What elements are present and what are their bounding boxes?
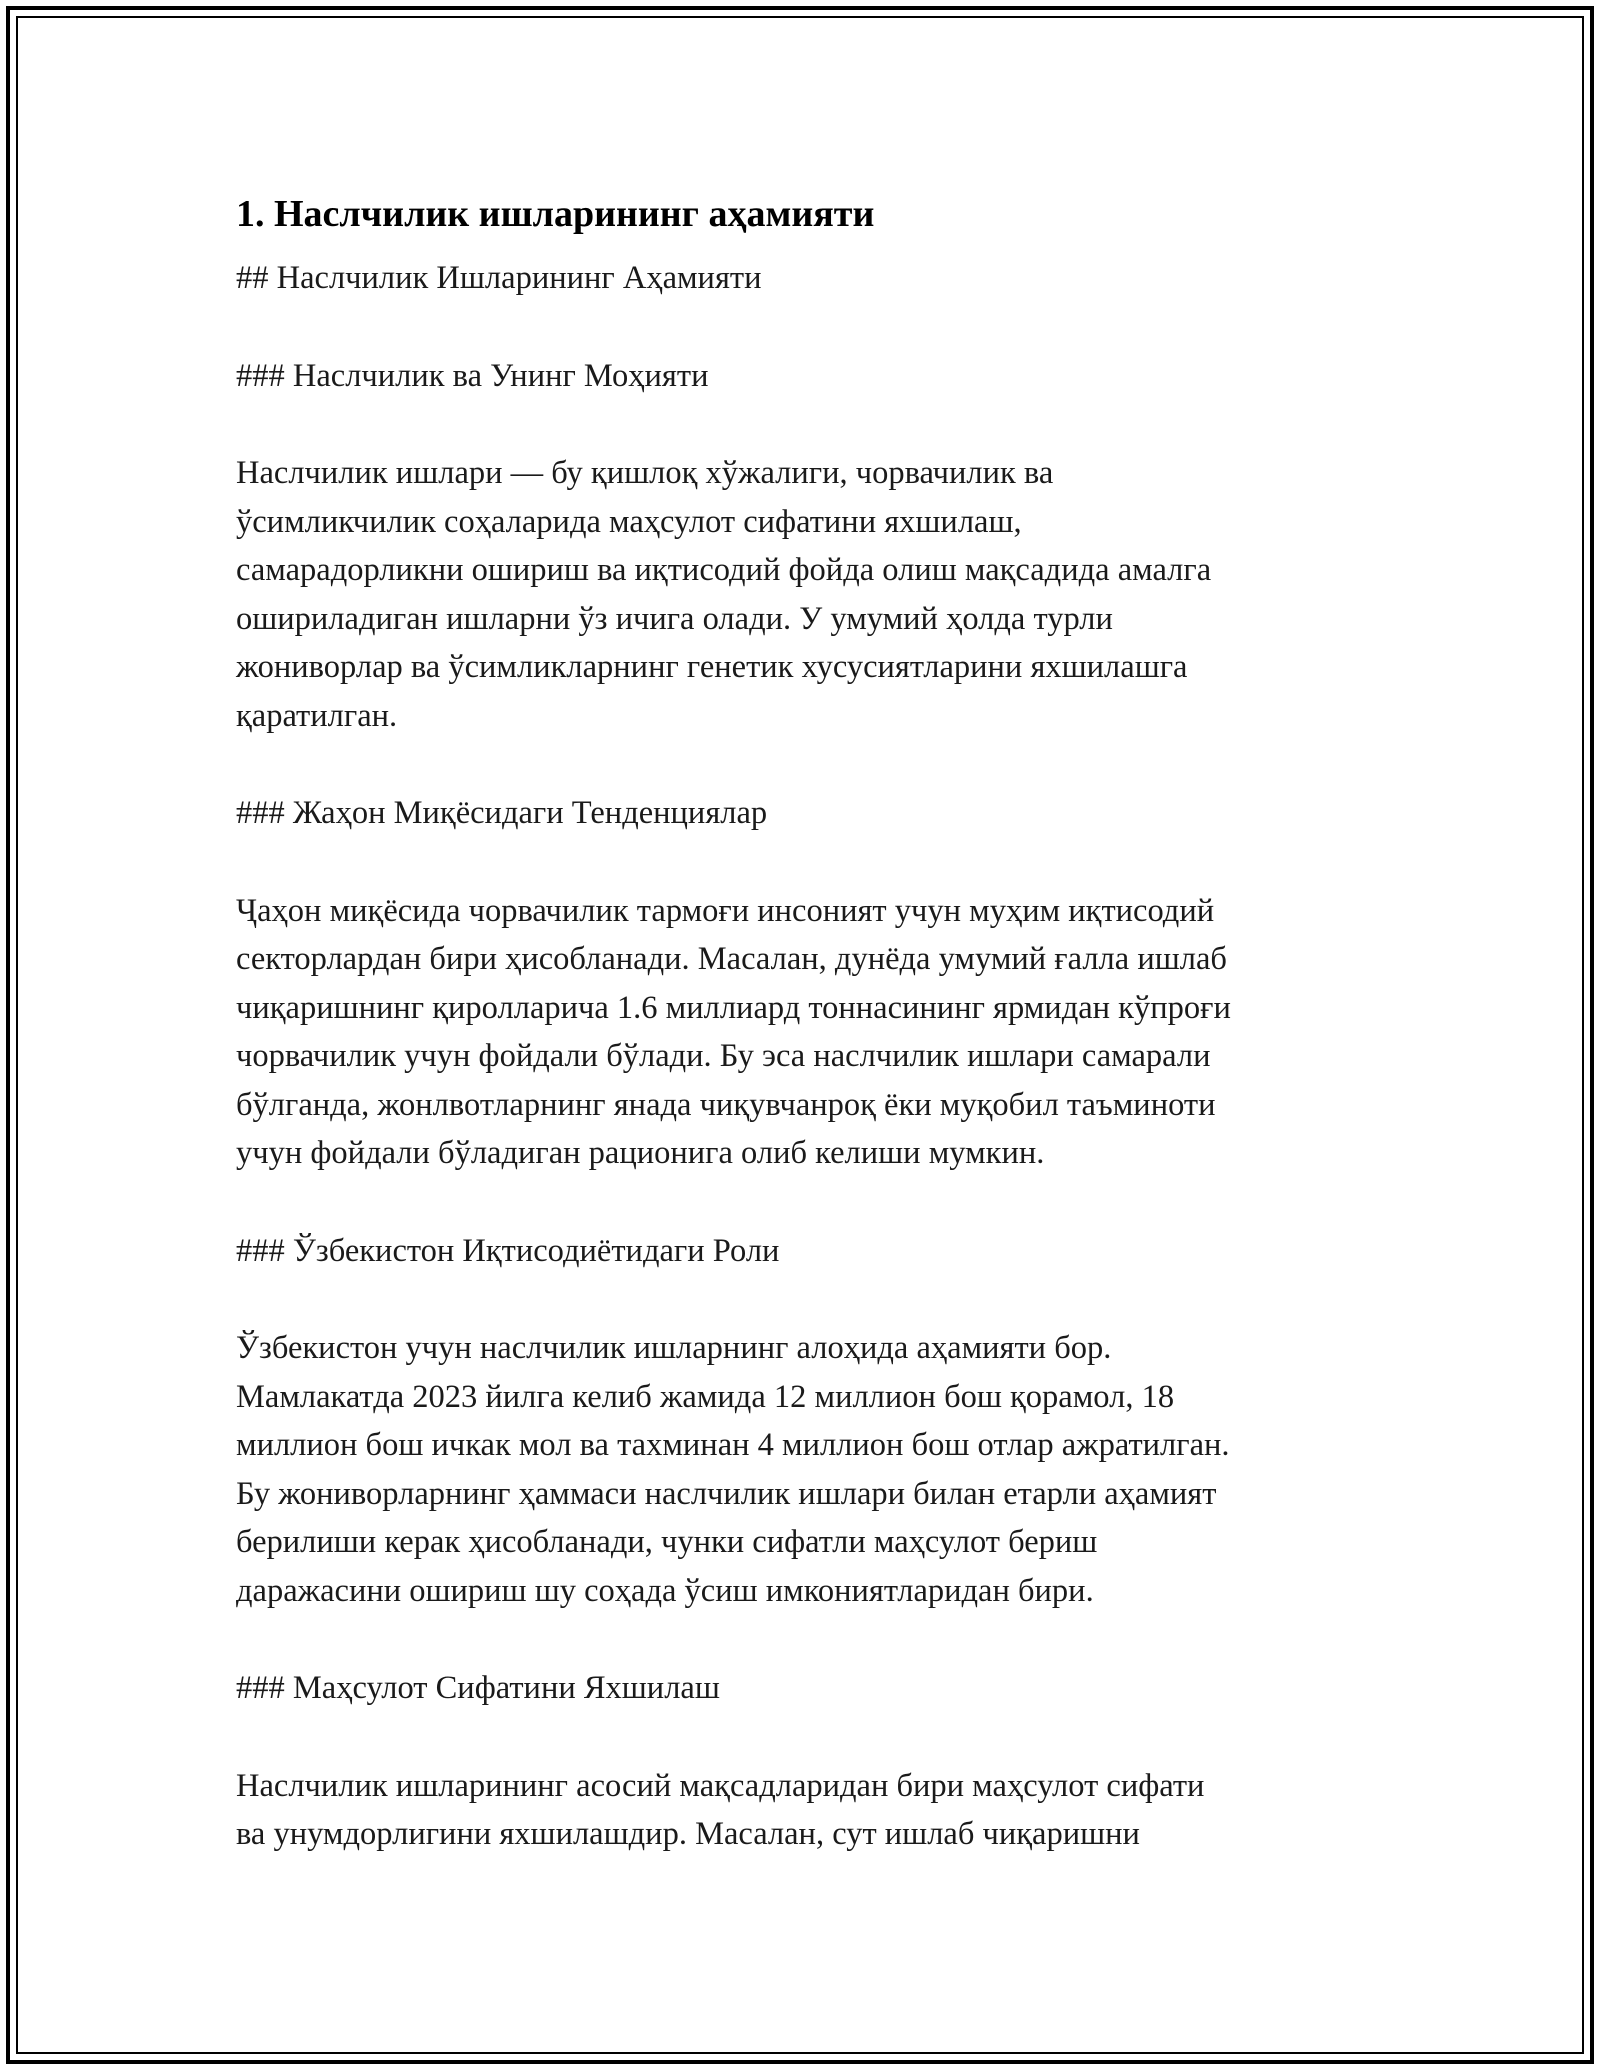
- subsection-heading-essence: ### Наслчилик ва Унинг Моҳияти: [236, 357, 709, 394]
- subsection-heading-world-trends: ### Жаҳон Миқёсидаги Тенденциялар: [236, 795, 768, 831]
- paragraph-world-trends: [236, 887, 1366, 1178]
- text-line: миллион бош ичкак мол ва тахминан 4 миллион бош отлар ажратилган.: [236, 1427, 1230, 1463]
- document-body: [236, 184, 1366, 1859]
- text-line: жониворлар ва ўсимликларнинг генетик хусусиятларини яхшилашга: [236, 649, 1188, 685]
- text-line: даражасини ошириш шу соҳада ўсиш имкониятларидан бири.: [236, 1572, 1094, 1609]
- text-line: Ҷаҳон миқёсида чорвачилик тармоғи инсоният учун муҳим иқтисодий: [236, 892, 1215, 929]
- text-line: учун фойдали бўладиган рационига олиб келиши мумкин.: [236, 1135, 1045, 1171]
- subsection-heading-uzbekistan: ### Ўзбекистон Иқтисодиётидаги Роли: [236, 1232, 780, 1269]
- text-line: Мамлакатда 2023 йилга келиб жамида 12 миллион бош қорамол, 18: [236, 1378, 1175, 1415]
- text-line: Наслчилик ишлари — бу қишлоқ хўжалиги, чорвачилик ва: [236, 455, 1054, 491]
- text-line: ошириладиган ишларни ўз ичига олади. У умумий ҳолда турли: [236, 600, 1113, 637]
- text-line: чорвачилик учун фойдали бўлади. Бу эса наслчилик ишлари самарали: [236, 1038, 1211, 1074]
- section-heading-main: ## Наслчилик Ишларининг Аҳамияти: [236, 260, 762, 296]
- text-line: берилиши керак ҳисобланади, чунки сифатли маҳсулот бериш: [236, 1524, 1098, 1560]
- text-line: чиқаришнинг қиролларича 1.6 миллиард тоннасининг ярмидан кўпроғи: [236, 989, 1231, 1026]
- text-line: самарадорликни ошириш ва иқтисодий фойда олиш мақсадида амалга: [236, 552, 1212, 588]
- text-line: Бу жониворларнинг ҳаммаси наслчилик ишлари билан етарли аҳамият: [236, 1475, 1217, 1512]
- text-line: бўлганда, жонлвотларнинг янада чиқувчанроқ ёки муқобил таъминоти: [236, 1086, 1216, 1123]
- text-line: ва унумдорлигини яхшилашдир. Масалан, сут ишлаб чиқаришни: [236, 1816, 1140, 1852]
- paragraph-essence: [236, 449, 1366, 740]
- text-line: қаратилган.: [236, 697, 398, 734]
- document-title: 1. Наслчилик ишларининг аҳамияти: [236, 193, 875, 235]
- text-line: Ўзбекистон учун наслчилик ишларнинг алоҳида аҳамияти бор.: [236, 1330, 1112, 1366]
- text-line: ўсимликчилик соҳаларида маҳсулот сифатини яхшилаш,: [236, 503, 1022, 540]
- subsection-heading-product-quality: ### Маҳсулот Сифатини Яхшилаш: [236, 1670, 720, 1706]
- paragraph-product-quality: [236, 1762, 1366, 1859]
- text-line: секторлардан бири ҳисобланади. Масалан, дунёда умумий ғалла ишлаб: [236, 941, 1227, 977]
- paragraph-uzbekistan: [236, 1324, 1366, 1615]
- text-line: Наслчилик ишларининг асосий мақсадларидан бири маҳсулот сифати: [236, 1767, 1205, 1804]
